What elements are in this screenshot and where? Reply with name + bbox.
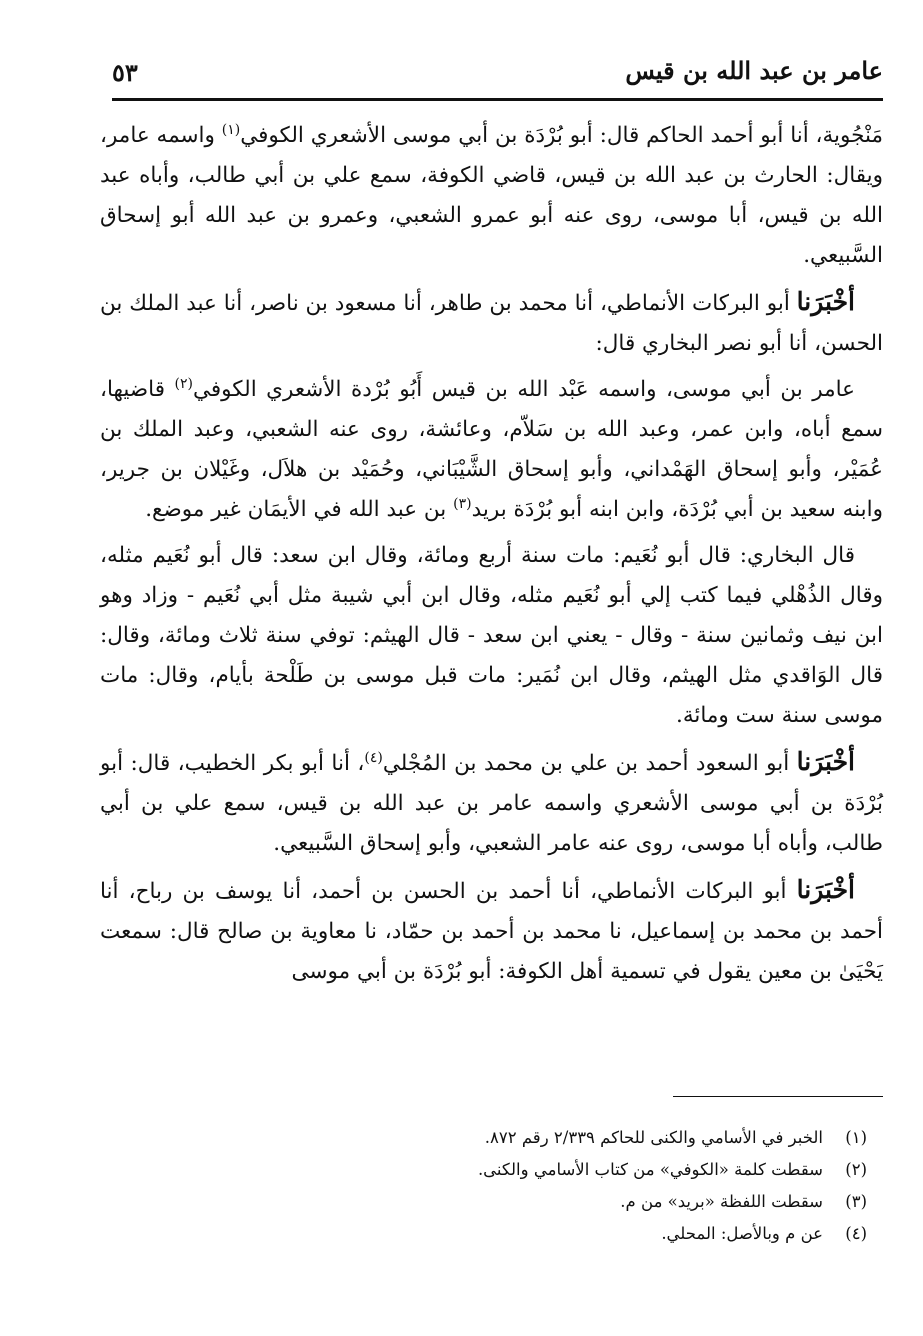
footnote-number: (١)	[845, 1128, 867, 1147]
footnote-text: سقطت كلمة «الكوفي» من كتاب الأسامي والكنى.	[477, 1160, 823, 1179]
paragraph-lead-word: أخْبَرَنا	[796, 747, 855, 776]
paragraph	[100, 370, 883, 530]
paragraph-text: أبو السعود أحمد بن علي بن محمد بن المُجْلي	[382, 751, 797, 776]
footnote-text: عن م وبالأصل: المحلي.	[661, 1224, 823, 1243]
paragraph-text: قاضيها، سمع أباه، وابن عمر، وعبد الله بن سَلاّم، وعائشة، روى عنه الشعبي، وعبد الملك بن عُمَيْر، وأبو إسحاق الهَمْداني، وأبو إسحاق الشَّيْبَاني، وحُمَيْد بن هلاَل، وغَيْلان بن جرير، وابنه سعيد بن أبي بُرْدَة، وابن ابنه أبو بُرْدَة بريد	[100, 377, 883, 522]
footnote	[100, 1186, 867, 1218]
paragraph-text: قال البخاري: قال أبو نُعَيم: مات سنة أربع ومائة، وقال ابن سعد: قال أبو نُعَيم مثله، وقال الذُهْلي فيما كتب إلي أبو نُعَيم مثله، وقال ابن أبي شيبة مثل أبي نُعَيم - وزاد وهو ابن نيف وثمانين سنة - وقال - يعني ابن سعد - قال الهيثم: توفي سنة ثلاث ومائة، وقال: قال الوَاقدي مثل الهيثم، وقال ابن نُمَير: مات قبل موسى بن طَلْحة بأيام، وقال: مات موسى سنة ست ومائة.	[100, 543, 883, 728]
paragraph-text: عامر بن أبي موسى، واسمه عَبْد الله بن قيس أَبُو بُرْدة الأشعري الكوفي	[192, 377, 856, 402]
page-header	[112, 52, 883, 101]
footnotes	[100, 1122, 867, 1250]
paragraph-lead-word: أخْبَرَنا	[796, 287, 855, 316]
footnote-number: (٢)	[845, 1160, 867, 1179]
footnote-number: (٤)	[845, 1224, 867, 1243]
paragraph-lead-word: أخْبَرَنا	[796, 875, 855, 904]
footnote-reference: (٤)	[364, 749, 383, 766]
paragraph-text: بن عبد الله في الأيمَان غير موضع.	[145, 497, 454, 522]
paragraph	[100, 536, 883, 736]
footnote-number: (٣)	[845, 1192, 867, 1211]
paragraph-text: ، أنا أبو بكر الخطيب، قال: أبو بُرْدَة بن أبي موسى الأشعري واسمه عامر بن عبد الله بن قيس، سمع علي بن أبي طالب، وأباه أبا موسى، روى عنه عامر الشعبي، وأبو إسحاق السَّبيعي.	[100, 751, 883, 856]
footnote-reference: (٣)	[453, 495, 472, 512]
paragraph	[100, 282, 883, 364]
paragraph	[100, 870, 883, 992]
paragraph	[100, 742, 883, 864]
paragraph	[100, 116, 883, 276]
footnote	[100, 1218, 867, 1250]
paragraph-text: أبو البركات الأنماطي، أنا أحمد بن الحسن بن أحمد، أنا يوسف بن رباح، أنا أحمد بن محمد بن إسماعيل، نا محمد بن أحمد بن حمّاد، نا معاوية بن صالح قال: سمعت يَحْيَىٰ بن معين يقول في تسمية أهل الكوفة: أبو بُرْدَة بن أبي موسى	[100, 879, 883, 984]
page-number: ٥٣	[112, 58, 138, 87]
running-title: عامر بن عبد الله بن قيس	[625, 56, 883, 85]
paragraph-text: مَنْجُوية، أنا أبو أحمد الحاكم قال: أبو بُرْدَة بن أبي موسى الأشعري الكوفي	[240, 123, 883, 148]
body-text	[100, 116, 883, 998]
paragraph-text: واسمه عامر، ويقال: الحارث بن عبد الله بن قيس، قاضي الكوفة، سمع علي بن أبي طالب، وأباه عبد الله بن قيس، أبا موسى، روى عنه أبو عمرو الشعبي، وعمرو بن عبد الله أبو إسحاق السَّبيعي.	[100, 123, 883, 268]
footnote-divider	[673, 1096, 883, 1097]
paragraph-text: أبو البركات الأنماطي، أنا محمد بن طاهر، أنا مسعود بن ناصر، أنا عبد الملك بن الحسن، أنا أبو نصر البخاري قال:	[100, 291, 883, 356]
footnote-text: الخبر في الأسامي والكنى للحاكم ٢/٣٣٩ رقم ٨٧٢.	[484, 1128, 823, 1147]
footnote	[100, 1122, 867, 1154]
footnote	[100, 1154, 867, 1186]
footnote-text: سقطت اللفظة «بريد» من م.	[620, 1192, 823, 1211]
footnote-reference: (٢)	[174, 375, 193, 392]
footnote-reference: (١)	[221, 121, 241, 138]
